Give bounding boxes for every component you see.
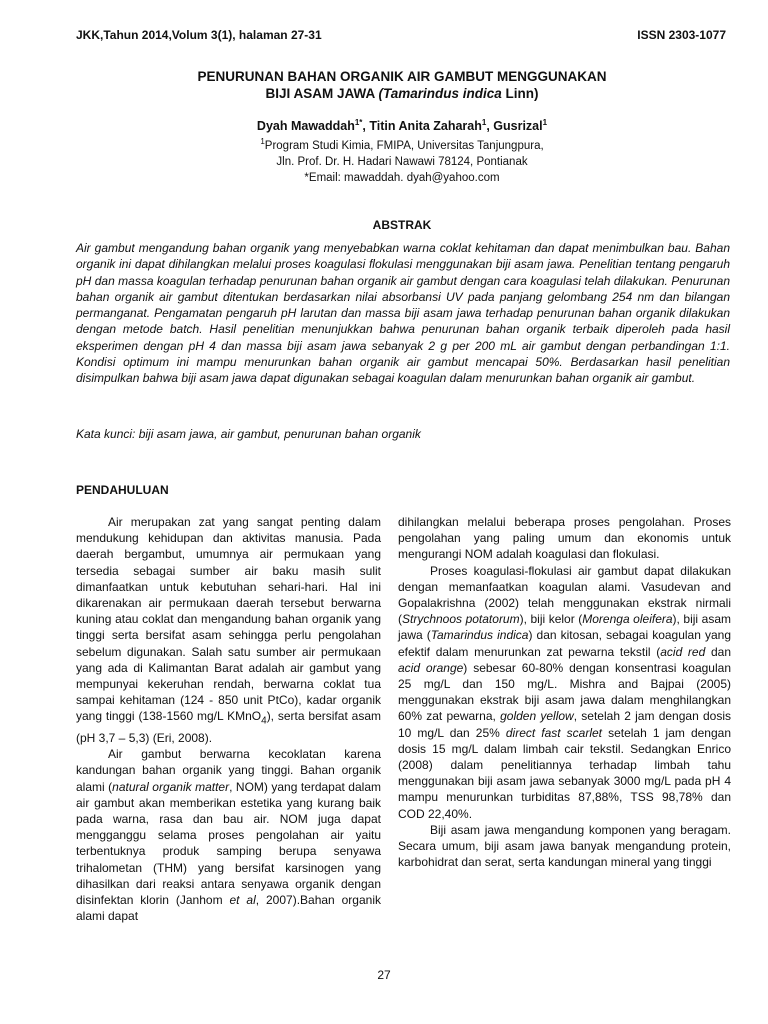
right-p2-a: Proses koagulasi-flokulasi air gambut dapat dilakukan dengan memanfaatkan koagulan alami. Vasudevan and Gopalakrishna (2002) telah menggunakan ekstrak nirmali ( (398, 563, 731, 627)
left-p2-a: Air gambut berwarna kecoklatan karena kandungan bahan organik yang tinggi. Bahan organik alami ( (76, 747, 381, 794)
issn-header: ISSN 2303-1077 (637, 28, 726, 42)
left-p1-text: Air merupakan zat yang sangat penting dalam mendukung kehidupan dan aktivitas manusia. Pada daerah bergambut, umumnya air permukaan yang tersedia sebagai sumber air baku masih sulit dimanfaatkan untuk kebutuhan sehari-hari. Hal ini dikarenakan air permukaan daerah tersebut berwarna kuning atau coklat dan mengandung bahan organik yang tinggi serta bersifat asam sehingga perlu pengolahan sebelum digunakan. Salah satu sumber air permukaan yang ada di Kalimantan Barat adalah air gambut yang mempunyai kekeruhan rendah, berwarna coklat tua sampai kehitaman (124 - 850 unit PtCo), kadar organik yang tinggi (138-1560 mg/L KMnO (76, 515, 381, 724)
author-1: Dyah Mawaddah (256, 119, 355, 134)
author-3-sup: 1 (542, 118, 548, 127)
right-p2-b: ), biji kelor ( (519, 612, 583, 627)
left-p1-end: ), serta bersifat asam (pH 3,7 – 5,3) (Eri, 2008). (76, 709, 381, 746)
left-p2-c: , 2007).Bahan organik alami dapat (76, 893, 381, 924)
author-email: *Email: mawaddah. dyah@yahoo.com (304, 171, 500, 184)
title-line-1: PENURUNAN BAHAN ORGANIK AIR GAMBUT MENGGUNAKAN (197, 69, 607, 84)
keywords: Kata kunci: biji asam jawa, air gambut, penurunan bahan organik (76, 427, 421, 441)
right-p2-g: , setelah 2 jam dengan dosis 10 mg/L dan 25% (398, 709, 732, 740)
affiliation (76, 134, 728, 186)
affiliation-line-1-text: Program Studi Kimia, FMIPA, Universitas Tanjungpura, (264, 139, 544, 152)
right-p2-c: ), biji asam jawa ( (398, 612, 731, 643)
left-p1-subscript: 4 (261, 715, 267, 727)
left-p2-b: , NOM) yang terdapat dalam air gambut akan memberikan estetika yang kurang baik pada warna, rasa dan bau air. NOM juga dapat mengganggu selama proses pengolahan air yaitu terbentuknya produk samping berupa senyawa trihalometan (THM) yang bersifat karsinogen yang dihasilkan dari reaksi antara senyawa organik dengan disinfektan klorin (Janhom (76, 779, 381, 908)
right-p2-italic-1: Strychnoos potatorum (402, 612, 520, 627)
left-paragraph-1 (76, 514, 381, 746)
title-line-2 (76, 85, 728, 102)
title-line-2-post: Linn) (501, 86, 539, 101)
right-p2-e: dan (705, 644, 731, 659)
title-species: (Tamarindus indica (378, 86, 502, 101)
section-heading: PENDAHULUAN (76, 483, 169, 497)
right-p2-italic-4: acid red (660, 644, 706, 659)
right-column (398, 514, 731, 870)
right-paragraph-3: Biji asam jawa mengandung komponen yang beragam. Secara umum, biji asam jawa banyak mengandung protein, karbohidrat dan serat, serta kandungan mineral yang tinggi (398, 822, 731, 870)
right-p2-d: ) dan kitosan, sebagai koagulan yang efektif dalam menurunkan zat pewarna tekstil ( (398, 628, 732, 659)
paper-title (76, 68, 728, 102)
journal-header: JKK,Tahun 2014,Volum 3(1), halaman 27-31 (76, 28, 322, 42)
right-paragraph-1: dihilangkan melalui beberapa proses pengolahan. Proses pengolahan yang paling umum dan ekonomis untuk mengurangi NOM adalah koagulasi dan flokulasi. (398, 515, 731, 562)
right-p2-f: ) sebesar 60-80% dengan konsentrasi koagulan 25 mg/L dan 150 mg/L. Mishra and Bajpai (2005) menggunakan ekstrak biji asam jawa dalam menghilangkan 60% zat pewarna, (398, 660, 731, 724)
affiliation-line-2: Jln. Prof. Dr. H. Hadari Nawawi 78124, Pontianak (276, 155, 528, 168)
right-p2-italic-6: golden yellow (500, 709, 574, 724)
left-p2-italic-1: natural organik matter (112, 779, 230, 794)
title-line-2-pre: BIJI ASAM JAWA (265, 86, 379, 101)
author-2: , Titin Anita Zaharah (362, 119, 482, 134)
abstract-text: Air gambut mengandung bahan organik yang menyebabkan warna coklat kehitaman dan dapat menimbulkan bau. Bahan organik ini dapat dihilangkan melalui proses koagulasi flokulasi menggunakan biji asam jawa. Penelitian tentang pengaruh pH dan massa koagulan terhadap penurunan bahan organik air gambut dengan cara koagulasi telah dilakukan. Penurunan bahan organik air gambut ditentukan berdasarkan nilai absorbansi UV pada panjang gelombang 254 nm dan bilangan permanganat. Pengamatan pengaruh pH larutan dan massa biji asam jawa terhadap penurunan bahan organik dilakukan dengan metode batch. Hasil penelitian menunjukkan bahwa penurunan bahan organik terbaik diperoleh pada hasil eksperimen dengan pH 4 dan massa biji asam jawa sebanyak 2 g per 200 mL air gambut dengan perbandingan 1:1. Kondisi optimum ini mampu menurunkan bahan organik air gambut mencapai 50%. Berdasarkan hasil penelitian disimpulkan bahwa biji asam jawa dapat digunakan sebagai koagulan dalam menurunkan bahan organik air gambut. (76, 241, 730, 386)
left-paragraph-2 (76, 746, 381, 924)
abstract-heading: ABSTRAK (372, 218, 432, 232)
page-number: 27 (377, 968, 391, 982)
right-p2-italic-5: acid orange (398, 660, 464, 675)
author-3: , Gusrizal (486, 119, 543, 134)
right-p2-italic-2: Morenga oleifera (582, 612, 673, 627)
right-p2-h: setelah 1 jam dengan dosis 15 mg/L dalam limbah cair tekstil. Sedangkan Enrico (2008) dalam penelitiannya terhadap limbah tahu menggunakan biji asam jawa sebanyak 3000 mg/L pada pH 4 mampu menurunkan turbiditas 87,88%, TSS 98,78% dan COD 22,40%. (398, 725, 731, 821)
affiliation-line-1 (76, 134, 728, 154)
right-p2-italic-7: direct fast scarlet (505, 725, 603, 740)
author-2-sup: 1 (481, 118, 487, 127)
author-list (76, 118, 728, 133)
author-1-sup: 1* (354, 118, 363, 127)
right-paragraph-2 (398, 563, 731, 822)
left-column (76, 514, 381, 924)
right-p2-italic-3: Tamarindus indica (430, 628, 529, 643)
affiliation-sup: 1 (260, 137, 265, 146)
left-p2-italic-2: et al (229, 893, 256, 908)
